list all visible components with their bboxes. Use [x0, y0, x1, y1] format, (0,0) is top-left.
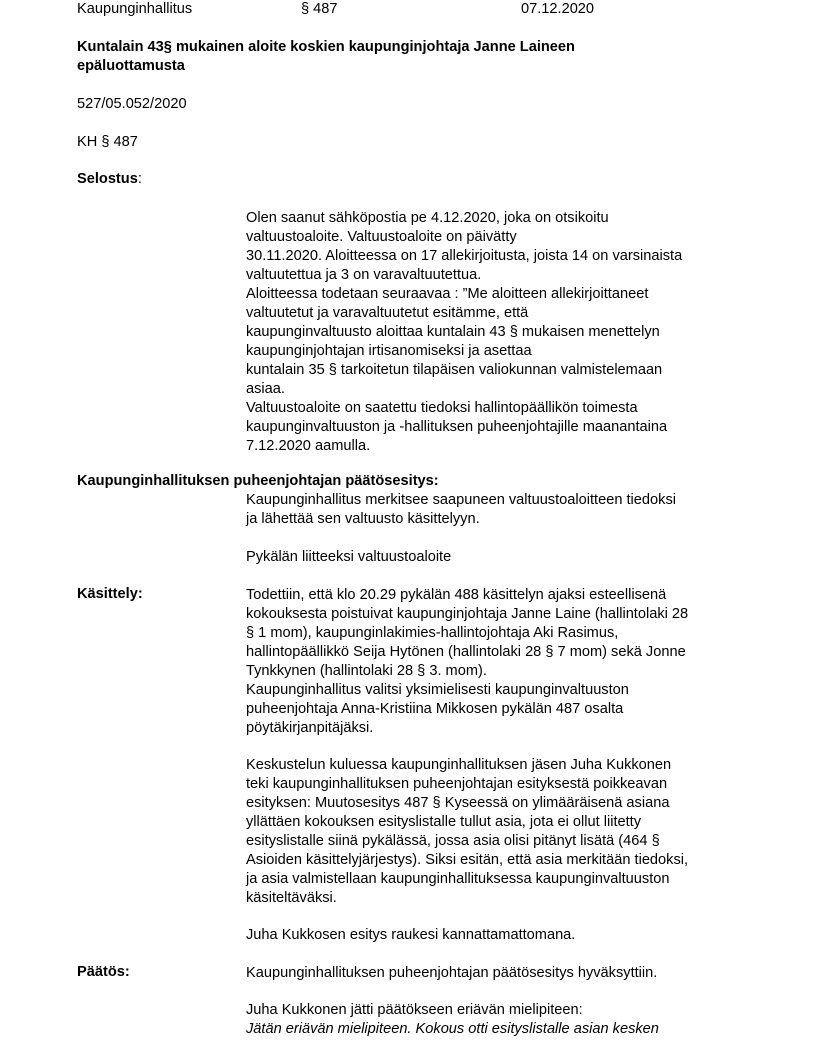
- text-line: yllättäen kokouksen esityslistalle tullut asia, jota ei ollut liitetty: [246, 814, 642, 830]
- text-line: kaupunginvaltuuston ja -hallituksen puheenjohtajille maanantaina: [246, 419, 668, 435]
- text-line: ja lähettää sen valtuusto käsittelyyn.: [246, 511, 480, 527]
- text-line: käsiteltäväksi.: [246, 890, 337, 906]
- text-line: Kaupunginhallitus merkitsee saapuneen valtuustoaloitteen tiedoksi: [246, 492, 676, 508]
- header-organization: Kaupunginhallitus: [77, 1, 193, 17]
- text-line: kaupunginvaltuusto aloittaa kuntalain 43 § mukaisen menettelyn: [246, 324, 660, 340]
- selostus-heading: [77, 171, 142, 187]
- reference-number: 527/05.052/2020: [77, 96, 187, 112]
- text-line: § 1 mom), kaupunginlakimies-hallintojohtaja Aki Rasimus,: [246, 625, 619, 641]
- text-line: kuntalain 35 § tarkoitetun tilapäisen valiokunnan valmistelemaan: [246, 362, 663, 378]
- text-line: Valtuustoaloite on saatettu tiedoksi hallintopäällikön toimesta: [246, 400, 638, 416]
- text-line: Asioiden käsittelyjärjestys). Siksi esitän, että asia merkitään tiedoksi,: [246, 852, 689, 868]
- text-line: hallintopäällikkö Seija Hytönen (hallintolaki 28 § 7 mom) sekä Jonne: [246, 644, 686, 660]
- text-line: teki kaupunginhallituksen puheenjohtajan esityksestä poikkeavan: [246, 776, 668, 792]
- text-line: kokouksesta poistuivat kaupunginjohtaja Janne Laine (hallintolaki 28: [246, 606, 689, 622]
- text-line: Tynkkynen (hallintolaki 28 § 3. mom).: [246, 663, 487, 679]
- text-line: valtuustoaloite. Valtuustoaloite on päivätty: [246, 229, 517, 245]
- text-line: Aloitteessa todetaan seuraavaa : ”Me aloitteen allekirjoittaneet: [246, 286, 649, 302]
- text-line: Olen saanut sähköpostia pe 4.12.2020, joka on otsikoitu: [246, 210, 609, 226]
- text-line: esityslistalle siinä pykälässä, jossa asia olisi pitänyt lisätä (464 §: [246, 833, 660, 849]
- kasittely-label: Käsittely:: [77, 586, 143, 602]
- text-line: valtuutettua ja 3 on varavaltuutettua.: [246, 267, 482, 283]
- document-title-line-2: epäluottamusta: [77, 58, 185, 74]
- paatos-line-2: Juha Kukkonen jätti päätökseen eriävän mielipiteen:: [246, 1002, 583, 1018]
- text-line: 7.12.2020 aamulla.: [246, 438, 371, 454]
- text-line: asiaa.: [246, 381, 285, 397]
- text-line: Kaupunginhallitus valitsi yksimielisesti kaupunginvaltuuston: [246, 682, 629, 698]
- text-line: puheenjohtaja Anna-Kristiina Mikkosen pykälän 487 osalta: [246, 701, 624, 717]
- text-line: 30.11.2020. Aloitteessa on 17 allekirjoitusta, joista 14 on varsinaista: [246, 248, 683, 264]
- header-date: 07.12.2020: [521, 1, 595, 17]
- proposal-attachment: Pykälän liitteeksi valtuustoaloite: [246, 549, 452, 565]
- text-line: kaupunginjohtajan irtisanomiseksi ja asettaa: [246, 343, 532, 359]
- selostus-colon: :: [137, 171, 142, 187]
- paatos-line-1: Kaupunginhallituksen puheenjohtajan päätösesitys hyväksyttiin.: [246, 965, 658, 981]
- paatos-label: Päätös:: [77, 964, 130, 980]
- selostus-label: Selostus: [77, 171, 138, 187]
- document-title-line-1: Kuntalain 43§ mukainen aloite koskien kaupunginjohtaja Janne Laineen: [77, 39, 575, 55]
- text-line: Keskustelun kuluessa kaupunginhallituksen jäsen Juha Kukkonen: [246, 757, 672, 773]
- text-line: esityksen: Muutosesitys 487 § Kyseessä on ylimääräisenä asiana: [246, 795, 670, 811]
- proposal-label: Kaupunginhallituksen puheenjohtajan päätösesitys:: [77, 473, 439, 489]
- text-line: Todettiin, että klo 20.29 pykälän 488 käsittelyn ajaksi esteellisenä: [246, 587, 667, 603]
- kasittely-paragraph-3: Juha Kukkosen esitys raukesi kannattamattomana.: [246, 927, 576, 943]
- header-section-number: § 487: [301, 1, 338, 17]
- kh-section: KH § 487: [77, 134, 138, 150]
- text-line: valtuutetut ja varavaltuutetut esitämme, että: [246, 305, 529, 321]
- text-line: ja asia valmistellaan kaupunginhallituksessa kaupunginvaltuuston: [246, 871, 670, 887]
- text-line: pöytäkirjanpitäjäksi.: [246, 720, 374, 736]
- paatos-line-3: Jätän eriävän mielipiteen. Kokous otti esityslistalle asian kesken: [246, 1021, 659, 1037]
